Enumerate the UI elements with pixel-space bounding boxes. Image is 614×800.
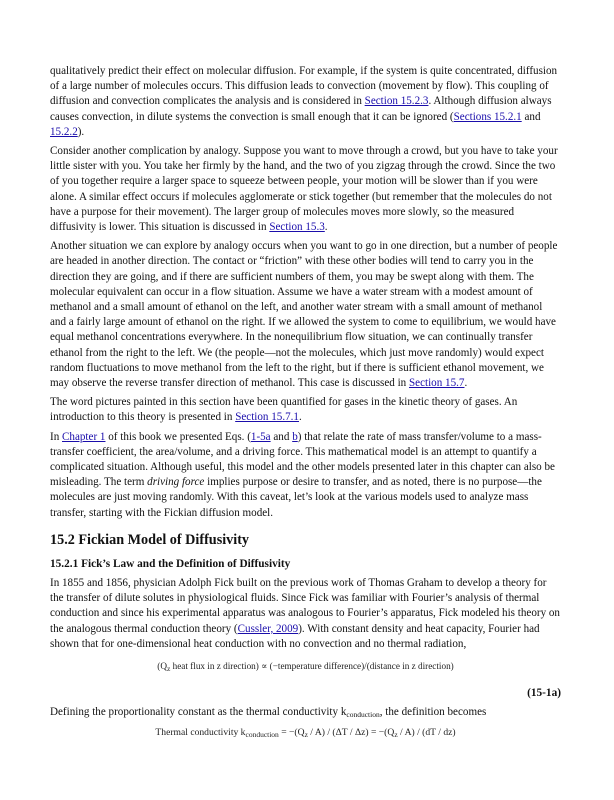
- text: In: [50, 430, 63, 443]
- paragraph-kinetic-theory: [50, 395, 561, 425]
- link-eq-1-5a[interactable]: 1-5a: [250, 430, 271, 443]
- eq-subscript: z: [166, 663, 171, 673]
- link-chapter-1[interactable]: Chapter 1: [62, 430, 106, 443]
- subscript: conduction: [346, 709, 380, 719]
- eq-subscript: z: [304, 730, 308, 740]
- text: The word pictures painted in this section have been quantified for gases in the kinetic theory of gases. An introduction to this theory is presented in: [50, 396, 518, 424]
- paragraph-convection: [50, 64, 561, 140]
- text: .: [298, 411, 302, 424]
- link-section-15-7-1[interactable]: Section 15.7.1: [235, 411, 299, 424]
- text: of this book we presented Eqs. (: [105, 430, 251, 443]
- text: Consider another complication by analogy. Suppose you want to move through a crowd, but you have to take your little sister with you. You take her firmly by the hand, and the two of you zigzag through the crowd. Since the two of you together require a larger space to squeeze between people, your motion will be slower than if you were alone. A similar effect occurs if molecules agglomerate or stick together (but remember that the molecules do not have a purpose for their movement). The larger group of molecules moves more slowly, so the measured diffusivity is lower. This situation is discussed in: [50, 145, 558, 234]
- equation-number: (15-1a): [527, 686, 561, 699]
- text: qualitatively predict their effect on molecular diffusion. For example, if the system is quite concentrated, diffusion of a large number of molecules occurs. This diffusion leads to convection (movement by flow). This coupling of diffusion and convection complicates the analysis and is considered in: [50, 65, 558, 108]
- eq-text: / A) / (dT / dz): [397, 727, 456, 739]
- text: ). With constant density and heat capacity, Fourier had shown that for one-dimensional heat conduction with no convection and no thermal radiation,: [50, 622, 540, 650]
- subsection-heading: 15.2.1 Fick’s Law and the Definition of Diffusivity: [50, 557, 291, 570]
- eq-subscript: z: [394, 730, 398, 740]
- eq-text: heat flux in z direction) ∝ (−temperature difference)/(distance in z direction): [170, 660, 454, 671]
- equation-proportionality: [50, 660, 561, 675]
- eq-text: Thermal conductivity k: [155, 727, 246, 739]
- link-sections-15-2-1[interactable]: Sections 15.2.1: [453, 110, 522, 123]
- link-section-15-7[interactable]: Section 15.7: [409, 377, 465, 390]
- paragraph-fick-history: [50, 576, 561, 652]
- text: .: [324, 221, 328, 234]
- paragraph-flow-analogy: [50, 239, 561, 391]
- link-section-15-2-2[interactable]: 15.2.2: [50, 125, 78, 138]
- eq-text: (Q: [157, 660, 167, 671]
- text: , the definition becomes: [379, 705, 487, 718]
- text: and: [270, 430, 293, 443]
- eq-text: / A) / (ΔT / Δz) = −(Q: [307, 727, 395, 739]
- paragraph-chapter1: [50, 430, 561, 521]
- paragraph-crowd-analogy: [50, 144, 561, 235]
- equation-thermal-conductivity: [50, 727, 561, 739]
- link-eq-b[interactable]: b: [292, 430, 298, 443]
- eq-text: = −(Q: [278, 727, 305, 739]
- text: Another situation we can explore by analogy occurs when you want to go in one direction, but a number of people are headed in another direction. The contact or “friction” with these other bodies will tend to carry you in the direction they are going, and if there are sufficient numbers of them, you may be swept along with them. The molecular equivalent can occur in a flow situation. Assume we have a water stream with a modest amount of methanol and a small amount of ethanol on the left, and another water stream with a small amount of methanol and a fairly large amount of ethanol on the right. If we allowed the system to come to equilibrium, we would have equal methanol concentrations everywhere. In the nonequilibrium flow situation, we can continually transfer ethanol from the right to the left. We (the people—not the molecules, which just move randomly) would expect random fluctuations to move methanol from the left to the right, but if there is sufficient ethanol movement, we may observe the reverse transfer direction of methanol. This case is discussed in: [50, 240, 558, 390]
- section-heading: 15.2 Fickian Model of Diffusivity: [50, 531, 250, 548]
- text: Defining the proportionality constant as the thermal conductivity k: [50, 705, 347, 718]
- text: ).: [77, 125, 85, 138]
- text: . Although diffusion always causes convection, in dilute systems the convection is small enough that it can be ignored (: [50, 95, 552, 123]
- link-section-15-3[interactable]: Section 15.3: [269, 221, 325, 234]
- paragraph-definition: [50, 705, 561, 722]
- emphasis-driving-force: driving force: [147, 476, 205, 489]
- text: In 1855 and 1856, physician Adolph Fick built on the previous work of Thomas Graham to develop a theory for the transfer of dilute solutes in physiological fluids. Since Fick was familiar with Fourier’s analysis of thermal conduction and since his experimental apparatus was analogous to Fourier’s apparatus, Fick modeled his theory on the analogous thermal conduction theory (: [50, 576, 560, 635]
- eq-subscript: conduction: [245, 730, 279, 740]
- text: ) that relate the rate of mass transfer/volume to a mass-transfer coefficient, the area/volume, and a driving force. This mathematical model is an attempt to quantify a complicated situation. Although useful, this model and the other models presented later in this chapter can also be misleading. The term: [50, 430, 555, 489]
- text: .: [464, 377, 468, 390]
- text: implies purpose or desire to transfer, and as noted, there is no purpose—the molecules are just moving randomly. With this caveat, let’s look at the various models used to analyze mass transfer, starting with the Fickian diffusion model.: [50, 476, 542, 519]
- link-cussler-2009[interactable]: Cussler, 2009: [237, 622, 299, 635]
- text: and: [521, 110, 541, 123]
- link-section-15-2-3[interactable]: Section 15.2.3: [364, 95, 429, 108]
